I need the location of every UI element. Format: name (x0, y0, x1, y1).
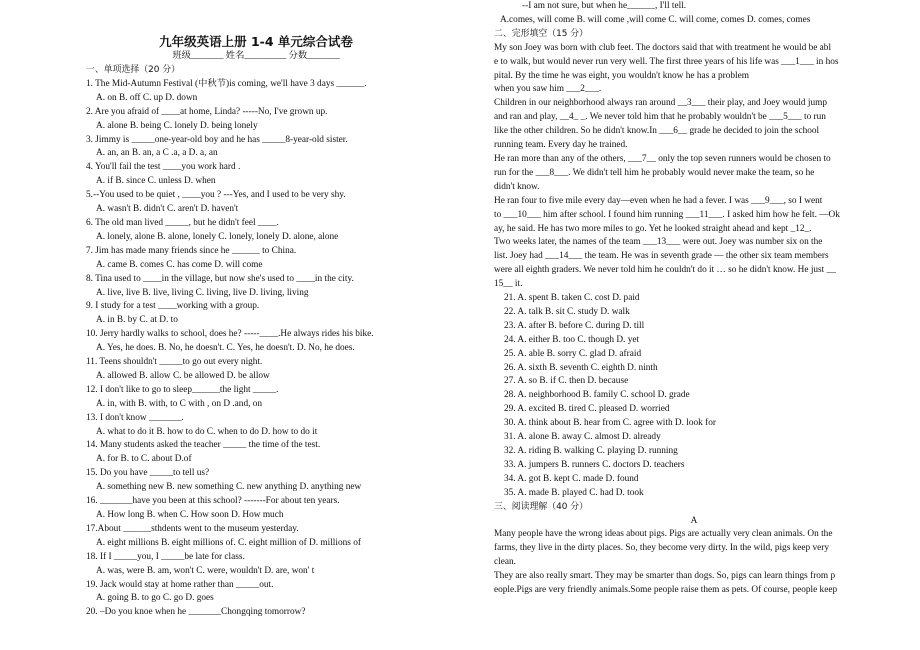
question-stem: 5.--You used to be quiet , ____you ? ---Yes, and I used to be very shy. (86, 190, 346, 201)
cloze-option-row: 22. A. talk B. sit C. study D. walk (504, 306, 630, 317)
reading-passage-label: A (690, 515, 698, 526)
section-heading-cloze: 二、完形填空（15 分） (494, 28, 588, 39)
question-stem: 14. Many students asked the teacher _____ the time of the test. (86, 440, 321, 451)
cloze-line: like the other children. So he didn't know.In ___6__ grade he decided to join the school (494, 126, 820, 137)
cloze-option-row: 23. A. after B. before C. during D. till (504, 320, 645, 331)
question-options: A. was, were B. am, won't C. were, wouldn't D. are, won' t (96, 565, 315, 576)
question-stem: 15. Do you have _____to tell us? (86, 468, 210, 479)
cloze-line: He ran more than any of the others, ___7__ only the top seven runners would be chosen to (494, 153, 831, 164)
cloze-option-row: 29. A. excited B. tired C. pleased D. worried (504, 404, 670, 415)
reading-line: They are also really smart. They may be smarter than dogs. So, pigs can learn things from p (494, 571, 836, 582)
cloze-option-row: 35. A. made B. played C. had D. took (504, 487, 644, 498)
cloze-option-row: 21. A. spent B. taken C. cost D. paid (504, 293, 640, 304)
question-options: A. on B. off C. up D. down (96, 92, 198, 103)
cloze-line: when you saw him ___2___. (494, 84, 602, 95)
question-options: A. came B. comes C. has come D. will come (96, 259, 263, 270)
question-options: A. wasn't B. didn't C. aren't D. haven't (96, 204, 239, 215)
question-stem: 4. You'll fail the test ____you work hard . (86, 162, 241, 173)
question-stem: 19. Jack would stay at home rather than _____out. (86, 579, 274, 590)
cloze-option-row: 33. A. jumpers B. runners C. doctors D. teachers (504, 459, 685, 470)
question-options: A. in, with B. with, to C with , on D .and, on (96, 398, 263, 409)
cloze-option-row: 31. A. alone B. away C. almost D. already (504, 432, 661, 443)
cloze-option-row: 32. A. riding B. walking C. playing D. running (504, 446, 678, 456)
reading-passage (494, 528, 894, 598)
student-info-line: 班级_______ 姓名_________ 分数_______ (172, 51, 340, 61)
section-heading-reading: 三、阅读理解（40 分） (494, 501, 588, 512)
cloze-passage (494, 42, 894, 292)
left-column (86, 0, 426, 620)
question-stem: 3. Jimmy is _____one-year-old boy and he has _____8-year-old sister. (86, 134, 348, 145)
cloze-line: list. Joey had ___14___ the team. He was in seventh grade — the other six team members (494, 251, 829, 262)
page-title: 九年级英语上册 1-4 单元综合试卷 (159, 34, 353, 49)
reading-line: eople.Pigs are very friendly animals.Some people raise them as pets. Of course, people keep (494, 585, 838, 596)
question-options: A. alone B. being C. lonely D. being lonely (96, 120, 258, 131)
question-options: A. an, an B. an, a C .a, a D. a, an (96, 148, 218, 159)
question-stem: 11. Teens shouldn't _____to go out every night. (86, 357, 263, 368)
cloze-option-row: 26. A. sixth B. seventh C. eighth D. ninth (504, 362, 658, 373)
question-stem: 9. I study for a test ____working with a group. (86, 301, 260, 312)
question-options: A. what to do it B. how to do C. when to do D. how to do it (96, 426, 318, 437)
q20-options: A.comes, will come B. will come ,will come C. will come, comes D. comes, comes (500, 14, 811, 25)
question-options: A. lonely, alone B. alone, lonely C. lonely, lonely D. alone, alone (96, 231, 339, 242)
cloze-line: were all eighth graders. We never told him he couldn't do it … so he didn't know. He just __ (494, 265, 836, 276)
cloze-line: and ran and play, __4_ _. We never told him that he probably wouldn't be ___5___ to run (494, 112, 826, 123)
question-options: A. for B. to C. about D.of (96, 454, 192, 465)
cloze-line: run for the ___8___. We didn't tell him he probably would never make the team, so he (494, 167, 815, 178)
cloze-option-row: 27. A. so B. if C. then D. because (504, 376, 629, 387)
reading-line: farms, they live in the dirty places. So, they become very dirty. In the wild, pigs keep very (494, 543, 830, 554)
question-stem: 20. –Do you knoe when he _______Chongqing tomorrow? (86, 607, 306, 618)
question-options: A. live, live B. live, living C. living, live D. living, living (96, 287, 309, 298)
question-options: A. something new B. new something C. new anything D. anything new (96, 482, 362, 493)
cloze-option-row: 25. A. able B. sorry C. glad D. afraid (504, 348, 642, 359)
cloze-options (494, 292, 894, 501)
question-options: A. in B. by C. at D. to (96, 315, 178, 326)
question-list (86, 78, 426, 620)
question-stem: 2. Are you afraid of ____at home, Linda? -----No, I've grown up. (86, 106, 328, 117)
question-stem: 18. If I _____you, I _____be late for class. (86, 551, 245, 562)
question-stem: 16. _______have you been at this school? -------For about ten years. (86, 496, 340, 507)
cloze-line: pital. By the time he was eight, you wouldn't know he has a problem (494, 70, 749, 81)
right-column (494, 0, 894, 598)
question-options: A. eight millions B. eight millions of. C. eight million of D. millions of (96, 537, 361, 548)
question-stem: 17.About ______sthdents went to the museum yesterday. (86, 523, 299, 534)
question-stem: 6. The old man lived _____, but he didn't feel ____. (86, 217, 279, 228)
q20-continuation: --I am not sure, but when he______, I'll tell. (522, 1, 687, 11)
cloze-option-row: 30. A. think about B. hear from C. agree with D. look for (504, 418, 716, 429)
question-options: A. if B. since C. unless D. when (96, 176, 216, 187)
cloze-option-row: 24. A. either B. too C. though D. yet (504, 334, 640, 345)
cloze-line: e to walk, but would never run very well. The first three years of his life was ___1___ in hos (494, 56, 839, 67)
cloze-line: Children in our neighborhood always ran around __3___ their play, and Joey would jump (494, 98, 827, 109)
cloze-line: ay, he said. He has two more miles to go. Yet he looked straight ahead and kept _12_. (494, 223, 812, 234)
question-stem: 12. I don't like to go to sleep______the light _____. (86, 384, 279, 395)
cloze-line: didn't know. (494, 181, 540, 192)
cloze-option-row: 28. A. neighborhood B. family C. school D. grade (504, 390, 690, 401)
cloze-option-row: 34. A. got B. kept C. made D. found (504, 473, 639, 484)
question-options: A. How long B. when C. How soon D. How much (96, 510, 284, 520)
cloze-line: He ran four to five mile every day—even when he had a fever. I was ___9___, so I went (494, 195, 823, 206)
question-stem: 13. I don't know _______. (86, 412, 184, 423)
question-stem: 7. Jim has made many friends since he ______ to China. (86, 245, 297, 256)
cloze-line: My son Joey was born with club feet. The doctors said that with treatment he would be abl (494, 42, 832, 53)
cloze-line: to ___10___ him after school. I found him running ___11___. I asked him how he felt. —Ok (494, 209, 840, 220)
question-stem: 10. Jerry hardly walks to school, does he? -----____.He always rides his bike. (86, 329, 374, 340)
cloze-line: 15__ it. (494, 279, 523, 290)
reading-line: clean. (494, 557, 516, 568)
cloze-line: Two weeks later, the names of the team ___13___ were out. Joey was number six on the (494, 237, 823, 248)
question-stem: 1. The Mid-Autumn Festival (中秋节)is coming, we'll have 3 days ______. (86, 78, 367, 89)
question-stem: 8. Tina used to ____in the village, but now she's used to ____in the city. (86, 273, 354, 284)
section-heading-choice: 一、单项选择（20 分） (86, 65, 180, 75)
reading-line: Many people have the wrong ideas about pigs. Pigs are actually very clean animals. On the (494, 529, 833, 540)
cloze-line: running team. Every day he trained. (494, 140, 628, 151)
question-options: A. Yes, he does. B. No, he doesn't. C. Yes, he doesn't. D. No, he does. (96, 343, 355, 354)
question-options: A. going B. to go C. go D. goes (96, 593, 214, 604)
question-options: A. allowed B. allow C. be allowed D. be allow (96, 370, 270, 381)
